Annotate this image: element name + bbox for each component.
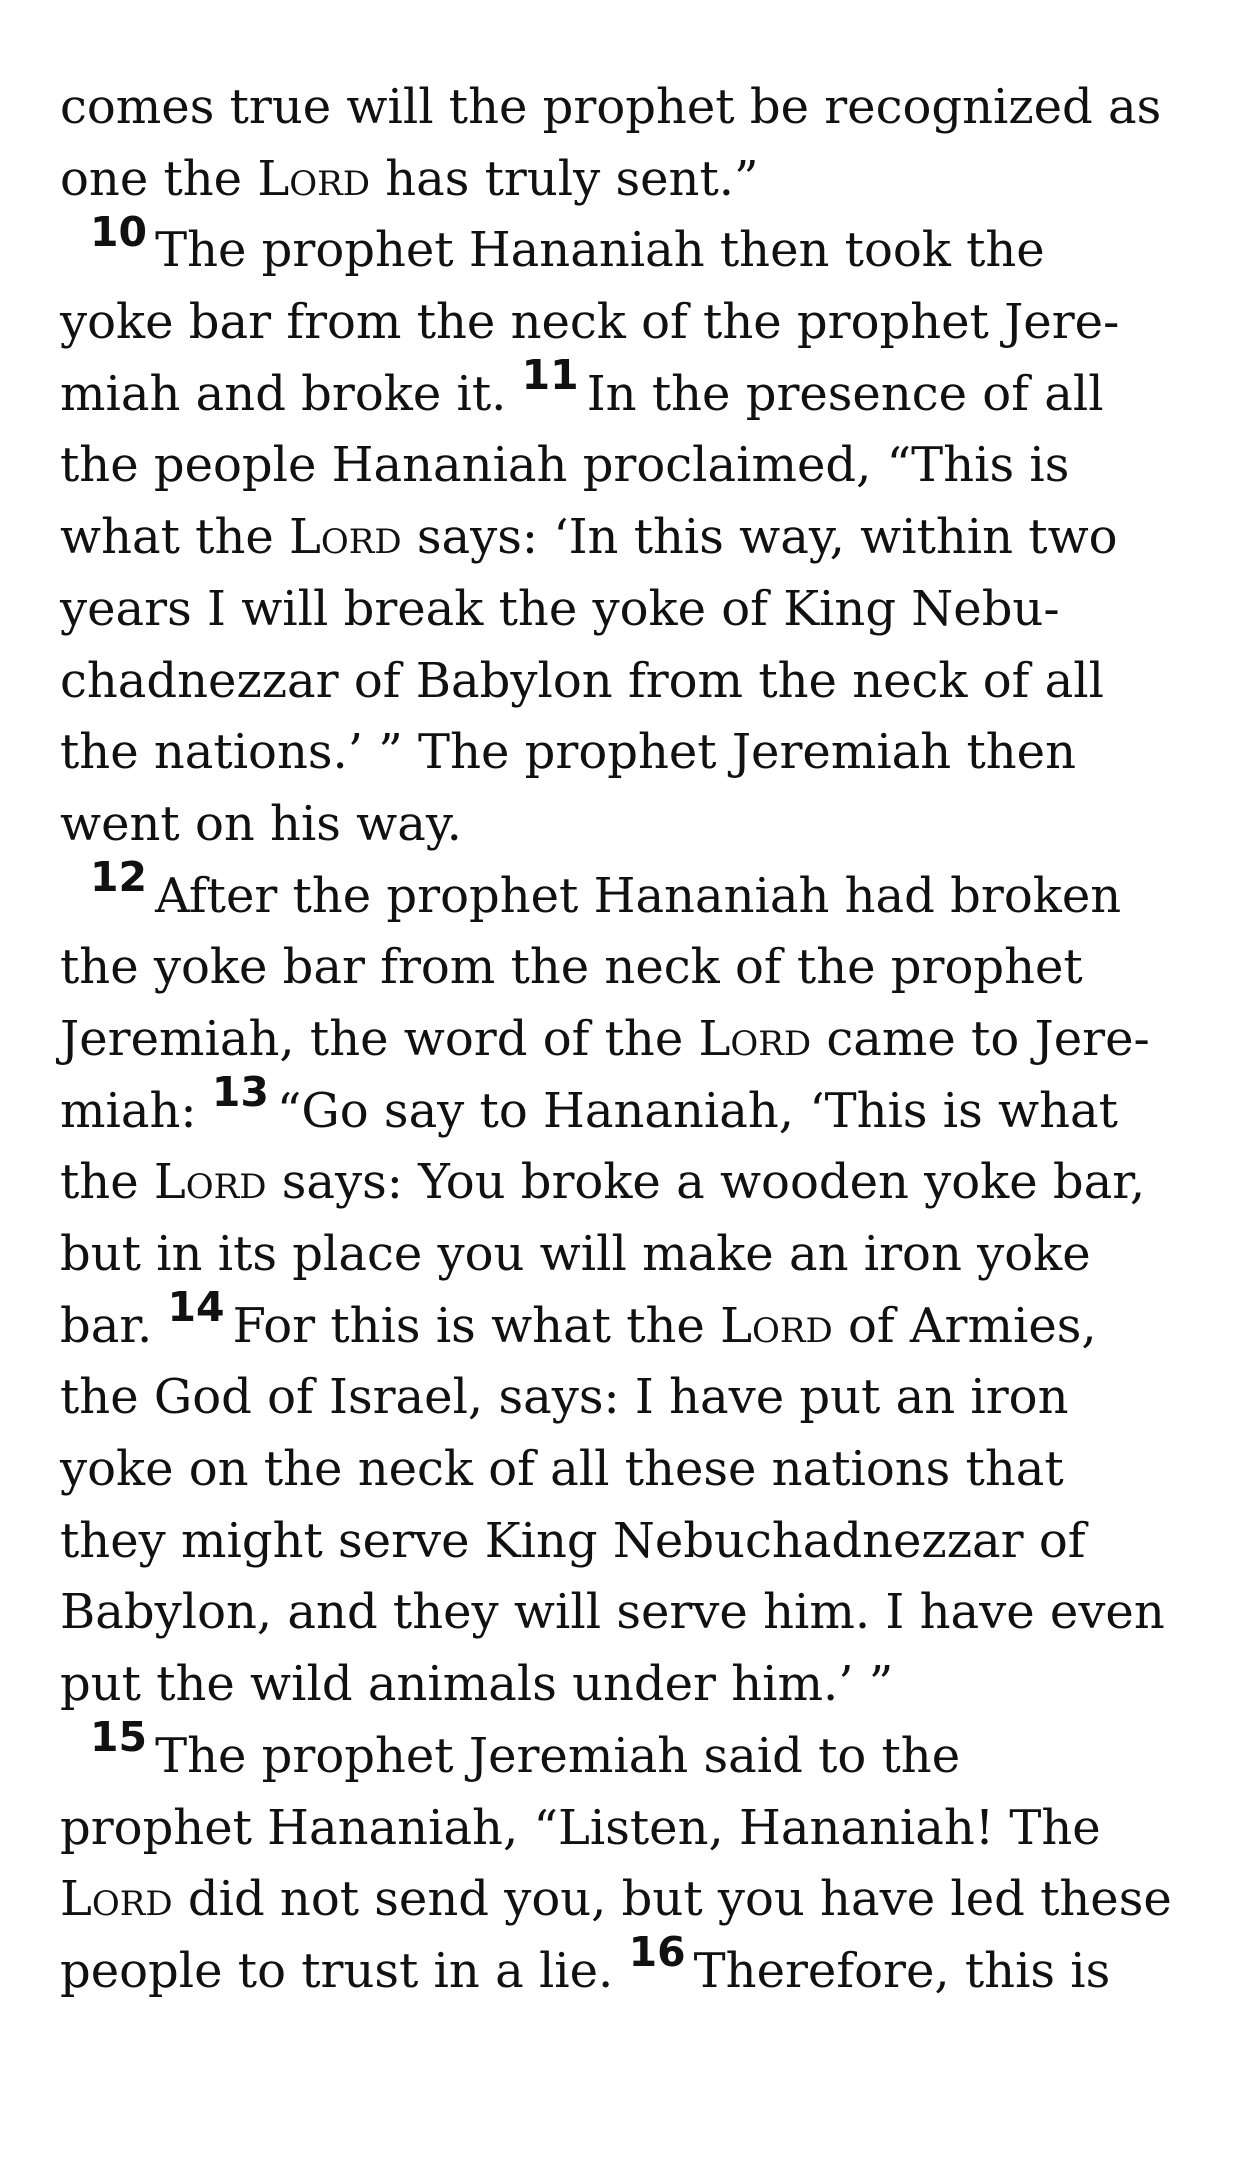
text-line: [60, 789, 1200, 861]
text-line: [60, 1283, 1200, 1363]
text-line: [60, 1928, 1200, 2008]
verse-text: put the wild animals under him.’ ”: [60, 1656, 894, 1713]
verse-text: Jeremiah, the word of the: [60, 1010, 699, 1067]
text-line: [60, 574, 1200, 646]
text-line: [60, 932, 1200, 1004]
divine-name: Lord: [289, 509, 402, 566]
text-line: [60, 1864, 1200, 1936]
verse-text: miah and broke it.: [60, 365, 522, 422]
verse-text: but in its place you will make an iron yoke: [60, 1226, 1091, 1282]
text-line: [60, 1793, 1200, 1865]
verse-text: years I will break the yoke of King Nebu-: [60, 580, 1060, 637]
verse-number[interactable]: 11: [521, 351, 579, 400]
divine-name: Lord: [153, 1154, 267, 1211]
divine-name: Lord: [60, 1871, 173, 1928]
verse-text: the people Hananiah proclaimed, “This is: [60, 437, 1070, 494]
text-line: [60, 1068, 1200, 1148]
verse-number[interactable]: 13: [211, 1068, 269, 1117]
text-line: [60, 1506, 1200, 1578]
verse-text: the God of Israel, says: I have put an iron: [60, 1369, 1069, 1426]
verse-text: has truly sent.”: [369, 150, 759, 207]
verse-text: went on his way.: [60, 795, 462, 852]
text-line: [60, 717, 1200, 789]
text-line: [60, 1362, 1200, 1434]
verse-text: chadnezzar of Babylon from the neck of all: [60, 652, 1104, 709]
text-line: [60, 144, 1200, 216]
verse-text: came to Jere-: [811, 1010, 1150, 1067]
verse-number[interactable]: 10: [90, 207, 148, 256]
verse-text: Therefore, this is: [693, 1942, 1111, 1999]
text-line: [60, 1219, 1200, 1291]
verse-text: one the: [60, 150, 258, 207]
divine-name: Lord: [698, 1010, 812, 1067]
verse-text: says: You broke a wooden yoke bar,: [266, 1154, 1146, 1211]
text-line: [60, 502, 1200, 574]
verse-text: Babylon, and they will serve him. I have even: [60, 1584, 1165, 1641]
verse-text: what the: [60, 509, 290, 566]
text-line: [60, 1004, 1200, 1076]
verse-text: “Go say to Hananiah, ‘This is what: [276, 1082, 1118, 1139]
verse-text: In the presence of all: [586, 365, 1104, 422]
divine-name: Lord: [720, 1297, 833, 1354]
text-line: [60, 207, 1200, 287]
verse-number[interactable]: 15: [90, 1713, 148, 1762]
verse-text: For this is what the: [232, 1297, 721, 1354]
verse-text: The prophet Hananiah then took the: [155, 222, 1045, 279]
text-line: [60, 72, 1200, 144]
scripture-text: [60, 72, 1200, 2008]
text-line: [60, 430, 1200, 502]
verse-text: miah:: [60, 1082, 212, 1139]
verse-text: the nations.’ ” The prophet Jeremiah then: [60, 724, 1076, 781]
text-line: [60, 1434, 1200, 1506]
verse-text: the yoke bar from the neck of the prophet: [60, 939, 1083, 996]
verse-text: of Armies,: [832, 1297, 1097, 1354]
text-line: [60, 1649, 1200, 1721]
text-line: [60, 1713, 1200, 1793]
verse-text: yoke on the neck of all these nations that: [60, 1441, 1064, 1498]
verse-text: bar.: [60, 1297, 168, 1354]
text-line: [60, 1147, 1200, 1219]
verse-text: After the prophet Hananiah had broken: [155, 867, 1122, 924]
verse-text: The prophet Jeremiah said to the: [155, 1727, 961, 1784]
verse-text: prophet Hananiah, “Listen, Hananiah! The: [60, 1799, 1101, 1856]
verse-number[interactable]: 12: [90, 853, 148, 902]
verse-number[interactable]: 14: [167, 1283, 225, 1332]
verse-text: the: [60, 1154, 154, 1211]
verse-text: comes true will the prophet be recognized as: [60, 79, 1162, 135]
verse-text: yoke bar from the neck of the prophet Jere-: [60, 294, 1120, 351]
verse-text: they might serve King Nebuchadnezzar of: [60, 1512, 1086, 1569]
text-line: [60, 646, 1200, 718]
verse-text: did not send you, but you have led these: [172, 1871, 1172, 1928]
text-line: [60, 287, 1200, 359]
verse-number[interactable]: 16: [628, 1928, 686, 1977]
divine-name: Lord: [257, 150, 370, 207]
verse-text: says: ‘In this way, within two: [401, 509, 1118, 566]
text-line: [60, 853, 1200, 933]
verse-text: people to trust in a lie.: [60, 1942, 629, 1999]
text-line: [60, 1577, 1200, 1649]
text-line: [60, 351, 1200, 431]
